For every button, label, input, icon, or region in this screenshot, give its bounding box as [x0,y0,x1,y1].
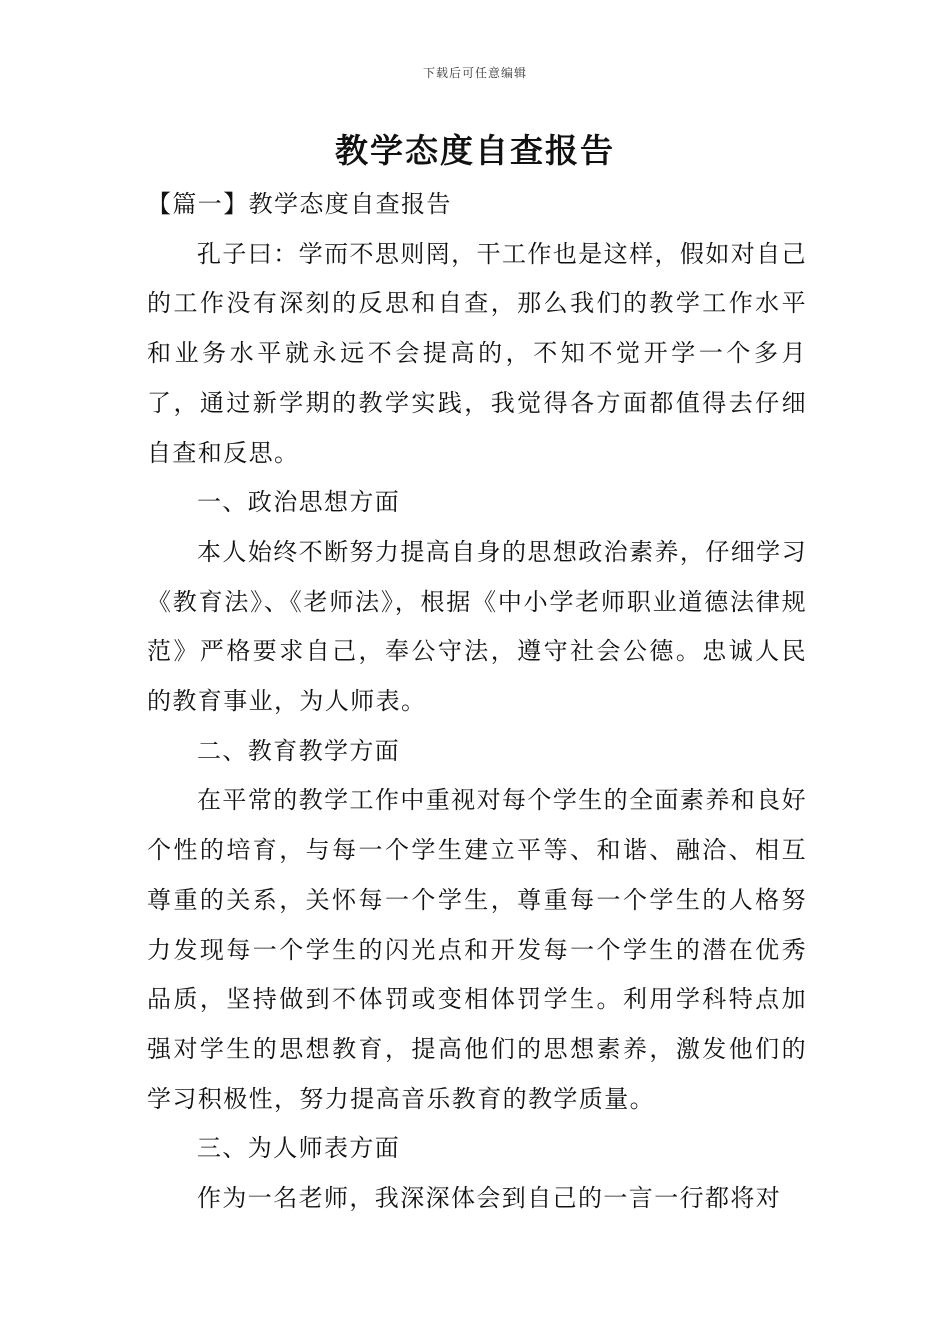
teaching-paragraph: 在平常的教学工作中重视对每个学生的全面素养和良好个性的培育，与每一个学生建立平等、和谐、融洽、相互尊重的关系，关怀每一个学生，尊重每一个学生的人格努力发现每一个学生的闪光点和开发每一个学生的潜在优秀品质，坚持做到不体罚或变相体罚学生。利用学科特点加强对学生的思想教育，提高他们的思想素养，激发他们的学习积极性，努力提高音乐教育的教学质量。 [147,786,807,1113]
document-title: 教学态度自查报告 [335,131,615,170]
document-body [147,180,807,1224]
section-heading-part-one: 【篇一】教学态度自查报告 [147,190,452,218]
intro-paragraph: 孔子曰：学而不思则罔，干工作也是这样，假如对自己的工作没有深刻的反思和自查，那么我们的教学工作水平和业务水平就永远不会提高的，不知不觉开学一个多月了，通过新学期的教学实践，我觉得各方面都值得去仔细自查和反思。 [147,239,807,467]
politics-paragraph: 本人始终不断努力提高自身的思想政治素养，仔细学习《教育法》、《老师法》，根据《中小学老师职业道德法律规范》严格要求自己，奉公守法，遵守社会公德。忠诚人民的教育事业，为人师表。 [147,537,807,716]
section-heading-politics: 一、政治思想方面 [197,488,401,517]
section-heading-teaching: 二、教育教学方面 [197,736,401,765]
section-heading-conduct: 三、为人师表方面 [197,1134,401,1163]
header-note: 下载后可任意编辑 [422,66,527,80]
conduct-paragraph: 作为一名老师，我深深体会到自己的一言一行都将对 [197,1184,782,1213]
